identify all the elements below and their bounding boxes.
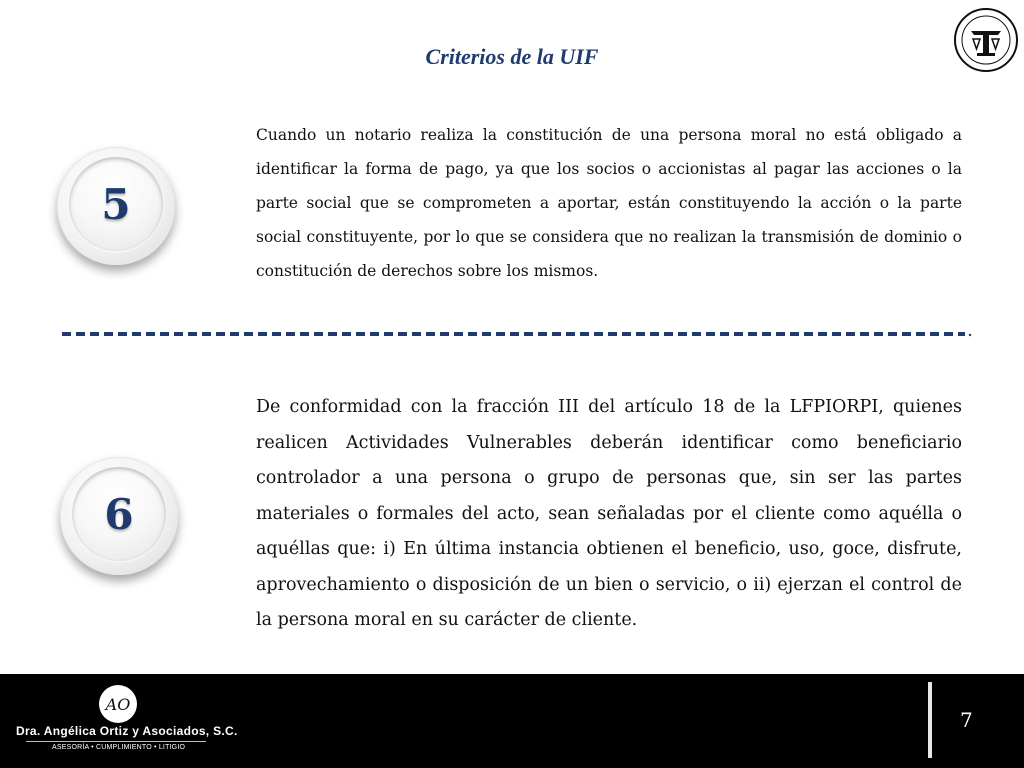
firm-name: Dra. Angélica Ortiz y Asociados, S.C.: [16, 724, 238, 738]
number-badge: [60, 457, 178, 575]
firm-rule: [26, 741, 206, 742]
logo-monogram: AO: [105, 695, 131, 714]
page-title: Criterios de la UIF: [425, 44, 599, 69]
section-divider: [60, 324, 972, 344]
badge-number: 5: [101, 179, 131, 229]
footer-divider: [928, 682, 932, 758]
footer-bar: [0, 674, 1024, 768]
badge-number: 6: [104, 489, 134, 539]
firm-tagline: ASESORÍA • CUMPLIMIENTO • LITIGIO: [52, 744, 186, 751]
criterion-paragraph: De conformidad con la fracción III del artículo 18 de la LFPIORPI, quienes realicen Actividades Vulnerables deberán identificar como beneficiario controlador a una persona o grupo de personas que, sin ser las partes materiales o formales del acto, sean señaladas por el cliente como aquélla o aquéllas que: i) En última instancia obtienen el beneficio, uso, goce, disfrute, aprovechamiento o disposición de un bien o servicio, o ii) ejerzan el control de la persona moral en su carácter de cliente.: [256, 397, 962, 630]
firm-logo: [99, 685, 137, 723]
notary-seal-icon: [953, 7, 1019, 73]
number-badge: [57, 147, 175, 265]
criterion-paragraph: Cuando un notario realiza la constitución de una persona moral no está obligado a identificar la forma de pago, ya que los socios o accionistas al pagar las acciones o la parte social que se comprometen a aportar, están constituyendo la acción o la parte social constituyente, por lo que se considera que no realizan la transmisión de dominio o constitución de derechos sobre los mismos.: [256, 126, 962, 280]
monogram-icon: [99, 685, 137, 723]
page-number: 7: [960, 708, 973, 732]
